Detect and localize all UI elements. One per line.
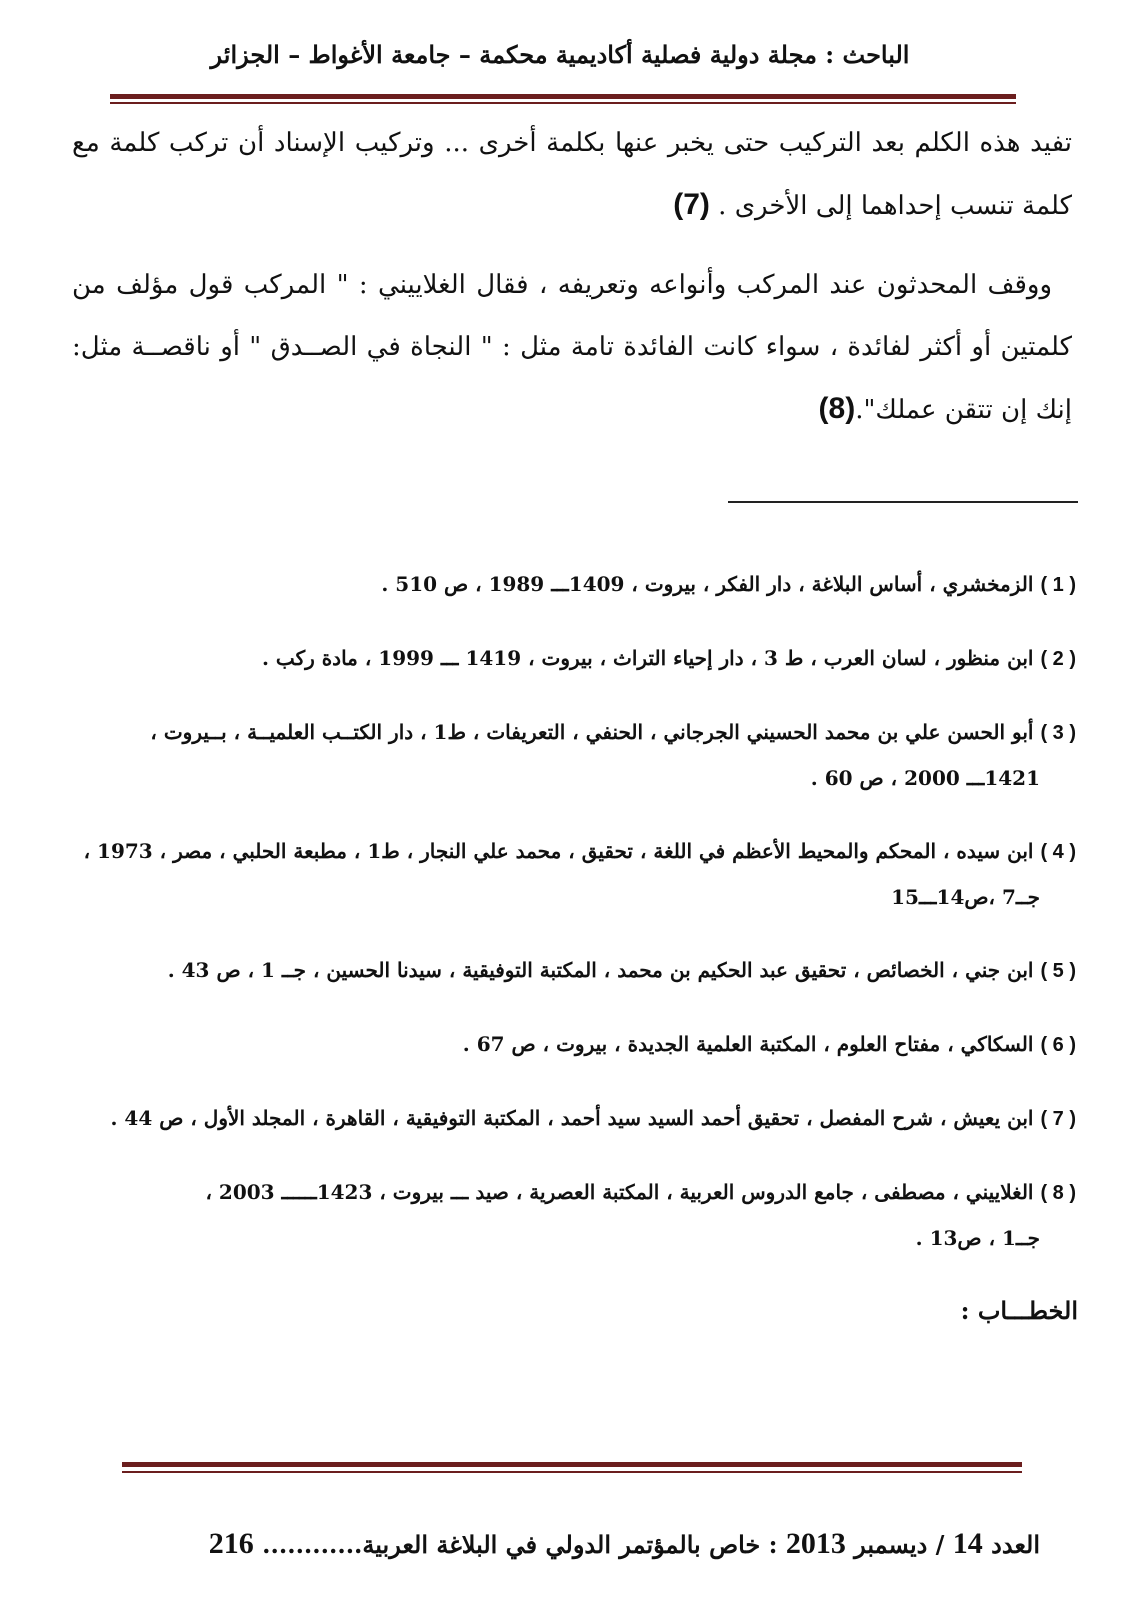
paragraph-1-text: تفيد هذه الكلم بعد التركيب حتى يخبر عنها بكلمة أخرى ... وتركيب الإسناد أن تركب كلمة مع كلمة تنسب إحداهما إلى الأخرى .	[72, 128, 1072, 221]
issue-label: العدد	[991, 1530, 1040, 1559]
footnote-1	[80, 562, 1076, 608]
footnote-text: ابن يعيش ، شرح المفصل ، تحقيق أحمد السيد سيد أحمد ، المكتبة التوفيقية ، القاهرة ، المجلد الأول ، ص 44 .	[110, 1106, 1034, 1130]
paragraph-1	[72, 112, 1072, 237]
footnote-number: ( 6 )	[1040, 1034, 1076, 1056]
footnote-text: ابن جني ، الخصائص ، تحقيق عبد الحكيم بن محمد ، المكتبة التوفيقية ، سيدنا الحسين ، جــ 1 ، ص 43 .	[167, 958, 1034, 982]
footer-rule-thick	[122, 1462, 1022, 1467]
footnote-4	[80, 829, 1076, 920]
reference-marker-8: (8)	[818, 392, 856, 425]
footnote-number: ( 1 )	[1040, 574, 1076, 596]
issue-slash: /	[927, 1530, 953, 1559]
footnote-6	[80, 1022, 1076, 1068]
footnote-8	[80, 1170, 1076, 1261]
paragraph-2	[72, 254, 1072, 441]
page-number: 216	[208, 1527, 254, 1560]
footnote-number: ( 5 )	[1040, 960, 1076, 982]
footnote-text: ابن سيده ، المحكم والمحيط الأعظم في اللغة ، تحقيق ، محمد علي النجار ، ط1 ، مطبعة الحلبي ، مصر ، 1973 ،	[83, 839, 1034, 863]
footnotes-list	[80, 562, 1076, 1289]
footnote-number: ( 8 )	[1040, 1182, 1076, 1204]
header-rule-thick	[110, 94, 1016, 99]
header-rule-thin	[110, 102, 1016, 104]
footnote-text: الزمخشري ، أساس البلاغة ، دار الفكر ، بيروت ، 1409ـــ 1989 ، ص 510 .	[381, 572, 1034, 596]
page-footer	[140, 1524, 1040, 1565]
issue-number: 14	[952, 1527, 983, 1560]
footnote-2	[80, 636, 1076, 682]
footnote-text: الغلاييني ، مصطفى ، جامع الدروس العربية ، المكتبة العصرية ، صيد ـــ بيروت ، 1423ــــــ 2003 ،	[205, 1180, 1034, 1204]
footnote-text: أبو الحسن علي بن محمد الحسيني الجرجاني ، الحنفي ، التعريفات ، ط1 ، دار الكتــب العلميــة ، بــيروت ،	[150, 720, 1034, 744]
footnote-text-continued: جــ1 ، ص13 .	[915, 1226, 1040, 1250]
paragraph-2-text: ووقف المحدثون عند المركب وأنواعه وتعريفه ، فقال الغلاييني : " المركب قول مؤلف من كلمتين أو أكثر لفائدة ، سواء كانت الفائدة تامة مثل : " النجاة في الصــدق " أو ناقصــة مثل: إنك إن تتقن عملك".	[72, 270, 1072, 425]
section-heading: الخطـــاب :	[960, 1296, 1078, 1325]
reference-marker-7: (7)	[673, 188, 710, 221]
issue-description: : خاص بالمؤتمر الدولي في البلاغة العربية............	[262, 1530, 778, 1559]
issue-year: 2013	[785, 1527, 846, 1560]
footnote-text-continued: جــ7 ،ص14ـــ15	[891, 885, 1040, 909]
issue-month: ديسمبر	[854, 1530, 928, 1559]
footnote-5	[80, 948, 1076, 994]
footnote-number: ( 2 )	[1040, 648, 1076, 670]
footnote-number: ( 3 )	[1040, 722, 1076, 744]
footnote-number: ( 7 )	[1040, 1108, 1076, 1130]
footnote-number: ( 4 )	[1040, 841, 1076, 863]
footnote-text: ابن منظور ، لسان العرب ، ط 3 ، دار إحياء التراث ، بيروت ، 1419 ـــ 1999 ، مادة ركب .	[262, 646, 1034, 670]
footnote-separator	[728, 501, 1078, 503]
footer-rule-thin	[122, 1471, 1022, 1473]
journal-header: الباحث : مجلة دولية فصلية أكاديمية محكمة – جامعة الأغواط – الجزائر	[210, 40, 910, 69]
footnote-text-continued: 1421ـــ 2000 ، ص 60 .	[810, 766, 1040, 790]
footnote-text: السكاكي ، مفتاح العلوم ، المكتبة العلمية الجديدة ، بيروت ، ص 67 .	[462, 1032, 1034, 1056]
footnote-7	[80, 1096, 1076, 1142]
footnote-3	[80, 710, 1076, 801]
